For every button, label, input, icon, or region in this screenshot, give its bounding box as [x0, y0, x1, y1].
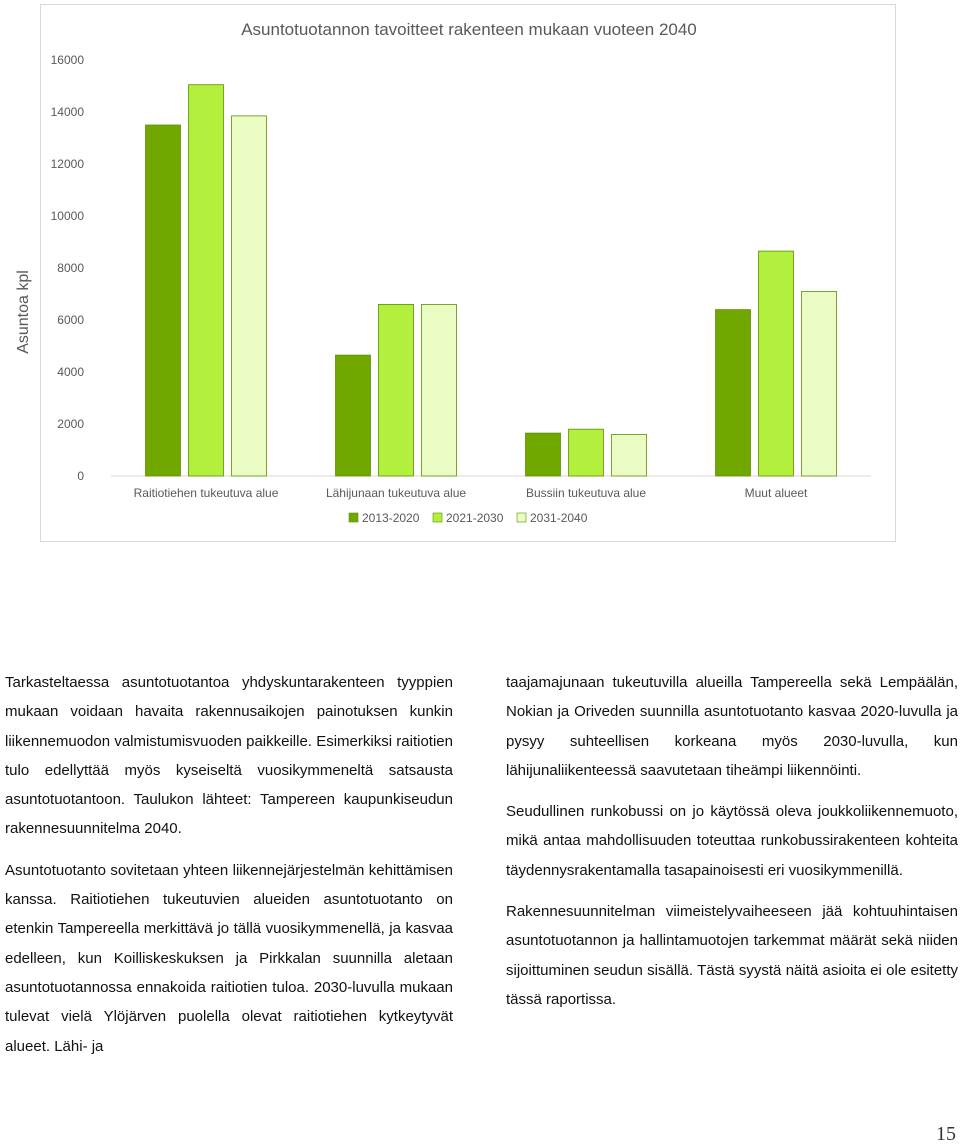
y-axis-label: Asuntoa kpl: [15, 270, 32, 354]
bar: [716, 310, 751, 476]
y-tick-label: 4000: [57, 365, 84, 379]
y-tick-label: 2000: [57, 417, 84, 431]
paragraph: taajamajunaan tukeutuvilla alueilla Tampereella sekä Lempäälän, Nokian ja Oriveden suunnilla asuntotuotanto kasvaa 2020-luvulla ja pysyy suhteellisen korkeana myös 2030-luvulla, kun lähijunaliikenteessä saavutetaan tiheämpi liikennöinti.: [506, 674, 958, 779]
legend-swatch: [349, 513, 358, 522]
bar: [802, 291, 837, 476]
bar: [422, 304, 457, 476]
legend-label: 2013-2020: [362, 511, 420, 525]
y-tick-label: 16000: [50, 53, 84, 67]
paragraph: Seudullinen runkobussi on jo käytössä oleva joukkoliikennemuoto, mikä antaa mahdollisuuden toteuttaa runkobussirakenteen kohteita täydennysrakentamalla tasapainoisesti eri vuosikymmenillä.: [506, 803, 958, 879]
page-number: 15: [936, 1123, 956, 1145]
x-tick-label: Raitiotiehen tukeutuva alue: [133, 486, 279, 500]
chart: [15, 4, 896, 542]
chart-title: Asuntotuotannon tavoitteet rakenteen mukaan vuoteen 2040: [241, 20, 697, 39]
paragraph: Asuntotuotanto sovitetaan yhteen liikennejärjestelmän kehittämisen kanssa. Raitiotiehen tukeutuvien alueiden asuntotuotanto on etenkin Tampereella merkittävä jo tällä vuosikymmenellä, ja kasvaa edelleen, kun Koilliskeskuksen ja Pirkkalan suunnilla aletaan asuntotuotannossa ennakoida raitiotien tuloa. 2030-luvulla mukaan tulevat vielä Ylöjärven puolella olevat raitiotiehen kytkeytyvät alueet. Lähi- ja: [5, 861, 453, 1055]
bar: [569, 429, 604, 476]
legend-swatch: [517, 513, 526, 522]
chart-plot: [15, 5, 897, 543]
bar: [526, 433, 561, 476]
x-tick-label: Lähijunaan tukeutuva alue: [325, 486, 467, 500]
paragraph: Rakennesuunnitelman viimeistelyvaiheeseen jää kohtuuhintaisen asuntotuotannon ja hallintamuotojen tarkemmat määrät sekä niiden sijoittuminen seudun sisällä. Tästä syystä näitä asioita ei ole esitetty tässä raportissa.: [506, 903, 958, 1008]
text-column-right: [506, 668, 958, 1026]
bar: [336, 355, 371, 476]
legend-swatch: [433, 513, 442, 522]
y-tick-label: 6000: [57, 313, 84, 327]
y-tick-label: 8000: [57, 261, 84, 275]
bar: [232, 116, 267, 476]
y-tick-label: 0: [77, 469, 84, 483]
y-tick-label: 12000: [50, 157, 84, 171]
bar: [189, 85, 224, 476]
legend-label: 2021-2030: [446, 511, 504, 525]
bar: [146, 125, 181, 476]
paragraph: Tarkasteltaessa asuntotuotantoa yhdyskuntarakenteen tyyppien mukaan voidaan havaita rakennusaikojen painotuksen kunkin liikennemuodon valmistumisvuoden paikkeille. Esimerkiksi raitiotien tulo edellyttää myös kyseiseltä vuosikymmeneltä satsausta asuntotuotantoon. Taulukon lähteet: Tampereen kaupunkiseudun rakennesuunnitelma 2040.: [5, 674, 453, 838]
x-tick-label: Muut alueet: [744, 486, 808, 500]
y-tick-label: 10000: [50, 209, 84, 223]
y-tick-label: 14000: [50, 105, 84, 119]
bar: [379, 304, 414, 476]
bar: [759, 251, 794, 476]
bar: [612, 434, 647, 476]
legend-label: 2031-2040: [530, 511, 588, 525]
x-tick-label: Bussiin tukeutuva alue: [525, 486, 647, 500]
text-column-left: [5, 668, 453, 1073]
